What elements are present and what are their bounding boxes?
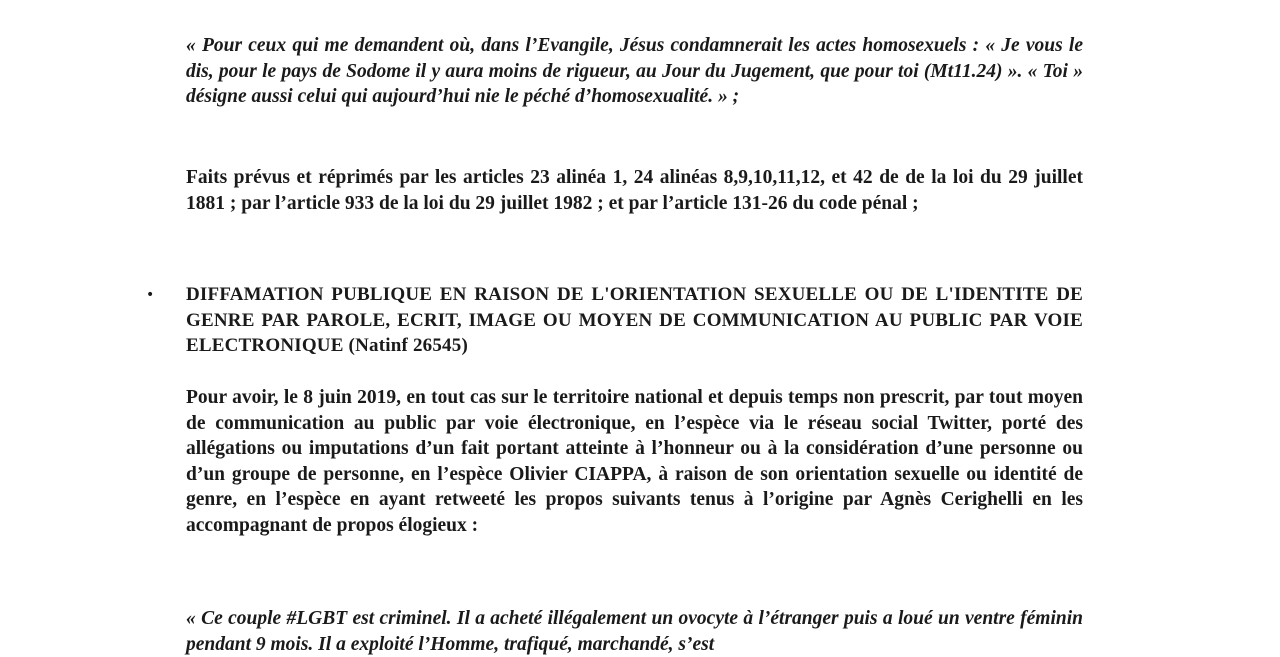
bullet-point-icon: • [146,287,155,303]
quote-paragraph-tweet: « Ce couple #LGBT est criminel. Il a acheté illégalement un ovocyte à l’étranger puis a loué un ventre féminin pendant 9 mois. Il a exploité l’Homme, trafiqué, marchandé, s’est [186,608,1083,655]
charge-heading: DIFFAMATION PUBLIQUE EN RAISON DE L'ORIENTATION SEXUELLE OU DE L'IDENTITE DE GENRE PAR PAROLE, ECRIT, IMAGE OU MOYEN DE COMMUNICATION AU PUBLIC PAR VOIE ELECTRONIQUE (Natinf 26545) [186,284,1083,356]
legal-references-paragraph: Faits prévus et réprimés par les articles 23 alinéa 1, 24 alinéas 8,9,10,11,12, et 42 de de la loi du 29 juillet 1881 ; par l’article 933 de la loi du 29 juillet 1982 ; et par l’article 131-26 du code pénal ; [186,167,1083,214]
quote-paragraph-gospel: « Pour ceux qui me demandent où, dans l’Evangile, Jésus condamnerait les actes homosexuels : « Je vous le dis, pour le pays de Sodome il y aura moins de rigueur, au Jour du Jugement, que pour toi (Mt11.24) ». « Toi » désigne aussi celui qui aujourd’hui nie le péché d’homosexualité. » ; [186,35,1083,107]
charge-body-paragraph: Pour avoir, le 8 juin 2019, en tout cas sur le territoire national et depuis temps non prescrit, par tout moyen de communication au public par voie électronique, en l’espèce via le réseau social Twitter, porté des allégations ou imputations d’un fait portant atteinte à l’honneur ou à la considération d’une personne ou d’un groupe de personne, en l’espèce Olivier CIAPPA, à raison de son orientation sexuelle ou identité de genre, en l’espèce en ayant retweeté les propos suivants tenus à l’origine par Agnès Cerighelli en les accompagnant de propos élogieux : [186,387,1083,536]
